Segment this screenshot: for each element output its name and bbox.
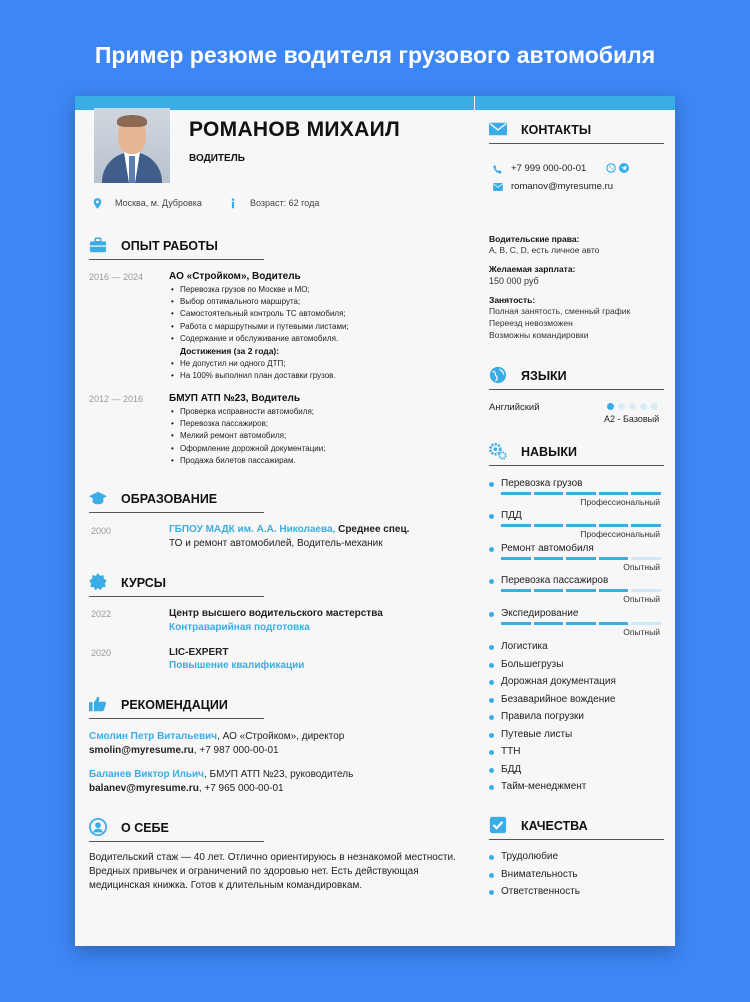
skill-name: Экспедирование	[501, 608, 579, 619]
bullet-dot	[489, 579, 494, 584]
skill-name: Перевозка грузов	[501, 478, 583, 489]
language-name: Английский	[489, 402, 540, 413]
language-level: A2 - Базовый	[604, 414, 660, 424]
quality-name: Ответственность	[501, 886, 580, 897]
about-heading: О СЕБЕ	[89, 816, 264, 842]
education-year: 2000	[91, 526, 112, 536]
list-item: • На 100% выполнил план доставки грузов.	[180, 370, 336, 382]
language-level-dot	[651, 403, 658, 410]
telegram-icon[interactable]	[619, 163, 629, 176]
recommendations-heading: РЕКОМЕНДАЦИИ	[89, 693, 264, 719]
skill-name: БДД	[501, 763, 522, 775]
education-heading: ОБРАЗОВАНИЕ	[89, 487, 264, 513]
bullet-dot	[489, 855, 494, 860]
briefcase-icon	[89, 236, 107, 254]
globe-icon	[489, 366, 507, 384]
employment-label: Занятость:	[489, 295, 536, 305]
skill-name: Ремонт автомобиля	[501, 543, 594, 554]
bullet-dot	[489, 890, 494, 895]
education-school: ГБПОУ МАДК им. А.А. Николаева, Среднее спец.	[169, 524, 410, 535]
list-item: • Перевозка пассажиров;	[180, 418, 325, 430]
language-level-dot	[607, 403, 614, 410]
skill-level-segment	[566, 557, 596, 560]
language-level-dot	[629, 403, 636, 410]
list-item: • Перевозка грузов по Москве и МО;	[180, 284, 349, 296]
phone-icon	[493, 165, 502, 177]
bullet-dot	[489, 612, 494, 617]
course-org: LIC-EXPERT	[169, 647, 229, 658]
skill-name: Тайм-менеджмент	[501, 781, 587, 792]
phone-number[interactable]: +7 999 000-00-01	[511, 163, 587, 174]
course-year: 2020	[91, 648, 112, 658]
skills-heading: НАВЫКИ	[489, 440, 664, 466]
info-icon	[230, 198, 236, 211]
course-name: Контраварийная подготовка	[169, 622, 310, 633]
recommendation-item: Смолин Петр Витальевич, АО «Стройком», директор smolin@myresume.ru, +7 987 000-00-01	[89, 731, 345, 756]
skill-level-segment	[631, 492, 661, 495]
skill-level-bar	[501, 622, 661, 625]
thumbs-up-icon	[89, 695, 107, 713]
bullet-dot	[489, 514, 494, 519]
job-years: 2012 — 2016	[89, 394, 144, 404]
candidate-name: РОМАНОВ МИХАИЛ	[189, 118, 401, 141]
skill-level-segment	[566, 589, 596, 592]
skill-level-bar	[501, 557, 661, 560]
skill-level-segment	[501, 622, 531, 625]
resume-sheet	[75, 96, 675, 946]
skill-level-segment	[566, 524, 596, 527]
skill-level-segment	[534, 492, 564, 495]
skill-name: Большегрузы	[501, 658, 564, 670]
bullet-dot	[489, 750, 494, 755]
skill-level-segment	[501, 589, 531, 592]
skill-level-segment	[631, 524, 661, 527]
avatar	[94, 108, 170, 183]
license-value: A, B, C, D, есть личное авто	[489, 245, 600, 255]
employment-value: Возможны командировки	[489, 330, 589, 340]
language-level-dots	[607, 403, 658, 410]
skill-level-segment	[501, 557, 531, 560]
bullet-dot	[489, 715, 494, 720]
skill-level: Опытный	[623, 594, 660, 604]
license-label: Водительские права:	[489, 234, 580, 244]
skill-level-segment	[599, 524, 629, 527]
skill-level-segment	[599, 557, 629, 560]
bullet-dot	[489, 733, 494, 738]
qualities-heading: КАЧЕСТВА	[489, 814, 664, 840]
list-item: • Мелкий ремонт автомобиля;	[180, 430, 325, 442]
bullet-dot	[489, 768, 494, 773]
experience-heading: ОПЫТ РАБОТЫ	[89, 234, 264, 260]
skill-level-bar	[501, 524, 661, 527]
salary-value: 150 000 руб	[489, 276, 539, 286]
job-years: 2016 — 2024	[89, 272, 144, 282]
salary-label: Желаемая зарплата:	[489, 264, 576, 274]
skill-level-segment	[599, 492, 629, 495]
skill-level: Профессиональный	[580, 497, 660, 507]
whatsapp-icon[interactable]	[606, 163, 616, 176]
skill-name: Безаварийное вождение	[501, 693, 616, 705]
user-circle-icon	[89, 818, 107, 836]
education-specialty: ТО и ремонт автомобилей, Водитель-механик	[169, 538, 383, 549]
location-text: Москва, м. Дубровка	[115, 198, 202, 208]
mail-icon	[493, 183, 503, 194]
list-item: • Проверка исправности автомобиля;	[180, 406, 325, 418]
email-link[interactable]: romanov@myresume.ru	[511, 181, 614, 192]
skill-level-segment	[534, 524, 564, 527]
skill-name: Правила погрузки	[501, 711, 585, 722]
quality-name: Трудолюбие	[501, 851, 559, 862]
skill-level-segment	[501, 524, 531, 527]
skill-level-segment	[501, 492, 531, 495]
skill-level-segment	[534, 557, 564, 560]
bullet-dot	[489, 547, 494, 552]
job-title: АО «Стройком», Водитель	[169, 271, 301, 282]
skill-level: Опытный	[623, 627, 660, 637]
language-level-dot	[640, 403, 647, 410]
skill-level-segment	[599, 622, 629, 625]
skill-level: Профессиональный	[580, 529, 660, 539]
candidate-role: ВОДИТЕЛЬ	[189, 153, 245, 164]
skill-level-bar	[501, 492, 661, 495]
skill-level-segment	[599, 589, 629, 592]
skill-level-segment	[566, 492, 596, 495]
contacts-heading: КОНТАКТЫ	[489, 118, 664, 144]
header-bar-right	[475, 96, 675, 110]
skill-level-segment	[631, 589, 661, 592]
list-item: • Выбор оптимального маршрута;	[180, 296, 349, 308]
languages-heading: ЯЗЫКИ	[489, 364, 664, 390]
skill-level: Опытный	[623, 562, 660, 572]
bullet-dot	[489, 645, 494, 650]
courses-heading: КУРСЫ	[89, 571, 264, 597]
course-year: 2022	[91, 609, 112, 619]
checkbox-icon	[489, 816, 507, 834]
list-item: • Самостоятельный контроль ТС автомобиля;	[180, 308, 349, 320]
skill-level-segment	[534, 622, 564, 625]
skill-name: ПДД	[501, 510, 522, 521]
skill-level-segment	[631, 622, 661, 625]
badge-icon	[89, 573, 107, 591]
age-text: Возраст: 62 года	[250, 198, 320, 208]
quality-name: Внимательность	[501, 868, 578, 880]
skill-name: Логистика	[501, 641, 548, 652]
job-achievements	[180, 358, 336, 382]
job-title: БМУП АТП №23, Водитель	[169, 393, 300, 404]
skill-level-segment	[566, 622, 596, 625]
location-icon	[93, 198, 102, 211]
skill-name: Перевозка пассажиров	[501, 575, 609, 586]
course-name: Повышение квалификации	[169, 660, 305, 671]
skill-name: ТТН	[501, 746, 521, 757]
language-level-dot	[618, 403, 625, 410]
bullet-dot	[489, 663, 494, 668]
achievements-label: Достижения (за 2 года):	[180, 346, 280, 356]
page-title: Пример резюме водителя грузового автомобиля	[94, 42, 656, 68]
gears-icon	[489, 442, 507, 460]
list-item: • Работа с маршрутными и путевыми листами;	[180, 321, 349, 333]
list-item: • Оформление дорожной документации;	[180, 443, 325, 455]
skill-level-bar	[501, 589, 661, 592]
bullet-dot	[489, 873, 494, 878]
recommendation-item: Баланев Виктор Ильич, БМУП АТП №23, руководитель balanev@myresume.ru, +7 965 000-00-01	[89, 769, 354, 794]
job-duties	[180, 406, 325, 467]
bullet-dot	[489, 698, 494, 703]
graduation-cap-icon	[89, 489, 107, 507]
about-text: Водительский стаж — 40 лет. Отлично ориентируюсь в незнакомой местности. Вредных привычек и ограничений по здоровью нет. Есть действующая медицинская книжка. Готов к длительным командировкам.	[89, 852, 456, 891]
skill-level-segment	[631, 557, 661, 560]
bullet-dot	[489, 785, 494, 790]
skill-level-segment	[534, 589, 564, 592]
envelope-icon	[489, 120, 507, 138]
bullet-dot	[489, 680, 494, 685]
bullet-dot	[489, 482, 494, 487]
course-org: Центр высшего водительского мастерства	[169, 608, 383, 619]
list-item: • Продажа билетов пассажирам.	[180, 455, 325, 467]
employment-value: Переезд невозможен	[489, 318, 573, 328]
list-item: • Содержание и обслуживание автомобиля.	[180, 333, 349, 345]
employment-value: Полная занятость, сменный график	[489, 306, 631, 316]
skill-name: Путевые листы	[501, 728, 573, 740]
list-item: • Не допустил ни одного ДТП;	[180, 358, 336, 370]
job-duties	[180, 284, 349, 345]
skill-name: Дорожная документация	[501, 676, 616, 687]
